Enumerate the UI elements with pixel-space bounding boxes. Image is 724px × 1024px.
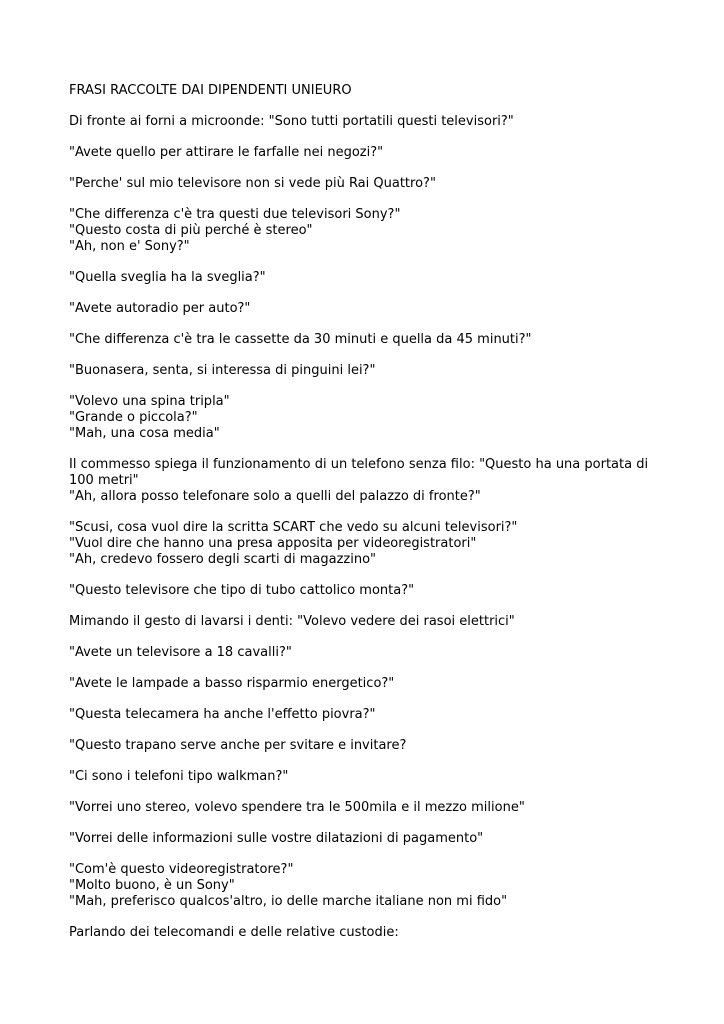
quote-paragraph (69, 301, 659, 317)
quote-paragraph (69, 207, 659, 255)
quote-paragraph (69, 645, 659, 661)
quote-paragraph (69, 176, 659, 192)
quote-line: "Avete un televisore a 18 cavalli?" (69, 645, 292, 660)
quote-paragraph (69, 114, 659, 130)
quote-line: "Ah, allora posso telefonare solo a quelli del palazzo di fronte?" (69, 489, 481, 504)
quote-line: "Questa telecamera ha anche l'effetto piovra?" (69, 707, 376, 722)
quote-paragraph (69, 332, 659, 348)
quote-line: "Vorrei delle informazioni sulle vostre dilatazioni di pagamento" (69, 831, 484, 846)
quote-paragraph (69, 583, 659, 599)
quote-paragraph (69, 738, 659, 754)
quote-paragraph (69, 457, 659, 505)
quote-line: "Molto buono, è un Sony" (69, 878, 235, 893)
quote-paragraph (69, 614, 659, 630)
quote-line: "Buonasera, senta, si interessa di pinguini lei?" (69, 363, 376, 378)
quote-line: "Ah, credevo fossero degli scarti di magazzino" (69, 552, 377, 567)
quote-line: "Mah, preferisco qualcos'altro, io delle marche italiane non mi fido" (69, 894, 508, 909)
quote-paragraph (69, 925, 659, 941)
document-title-block (69, 83, 659, 99)
quote-line: "Quella sveglia ha la sveglia?" (69, 270, 266, 285)
quote-paragraph (69, 831, 659, 847)
quote-line: "Questo trapano serve anche per svitare e invitare? (69, 738, 407, 753)
quote-line: "Volevo una spina tripla" (69, 394, 230, 409)
quote-line: "Ci sono i telefoni tipo walkman?" (69, 769, 289, 784)
quote-line: "Questo televisore che tipo di tubo cattolico monta?" (69, 583, 415, 598)
quote-line: "Scusi, cosa vuol dire la scritta SCART che vedo su alcuni televisori?" (69, 520, 518, 535)
quote-line: "Vuol dire che hanno una presa apposita per videoregistratori" (69, 536, 477, 551)
quote-line: "Com'è questo videoregistratore?" (69, 862, 294, 877)
quote-list (69, 114, 659, 941)
quote-paragraph (69, 707, 659, 723)
quote-line: "Grande o piccola?" (69, 410, 198, 425)
quote-paragraph (69, 676, 659, 692)
quote-line: "Avete le lampade a basso risparmio energetico?" (69, 676, 395, 691)
quote-paragraph (69, 394, 659, 442)
quote-line: "Questo costa di più perché è stereo" (69, 223, 313, 238)
quote-paragraph (69, 769, 659, 785)
quote-line: "Perche' sul mio televisore non si vede più Rai Quattro?" (69, 176, 436, 191)
quote-paragraph (69, 800, 659, 816)
quote-paragraph (69, 145, 659, 161)
quote-line: "Avete autoradio per auto?" (69, 301, 251, 316)
document-title: FRASI RACCOLTE DAI DIPENDENTI UNIEURO (69, 83, 352, 98)
quote-paragraph (69, 270, 659, 286)
quote-line: Parlando dei telecomandi e delle relative custodie: (69, 925, 399, 940)
quote-line: "Ah, non e' Sony?" (69, 239, 190, 254)
quote-line: Di fronte ai forni a microonde: "Sono tutti portatili questi televisori?" (69, 114, 514, 129)
quote-paragraph (69, 862, 659, 910)
quote-line: "Che differenza c'è tra le cassette da 30 minuti e quella da 45 minuti?" (69, 332, 532, 347)
quote-line: Il commesso spiega il funzionamento di un telefono senza filo: "Questo ha una portata di 100 metri" (69, 457, 649, 488)
quote-paragraph (69, 520, 659, 568)
document-body (69, 83, 659, 956)
quote-line: "Che differenza c'è tra questi due televisori Sony?" (69, 207, 401, 222)
quote-line: Mimando il gesto di lavarsi i denti: "Volevo vedere dei rasoi elettrici" (69, 614, 515, 629)
quote-line: "Mah, una cosa media" (69, 426, 220, 441)
quote-line: "Avete quello per attirare le farfalle nei negozi?" (69, 145, 384, 160)
quote-line: "Vorrei uno stereo, volevo spendere tra le 500mila e il mezzo milione" (69, 800, 525, 815)
quote-paragraph (69, 363, 659, 379)
